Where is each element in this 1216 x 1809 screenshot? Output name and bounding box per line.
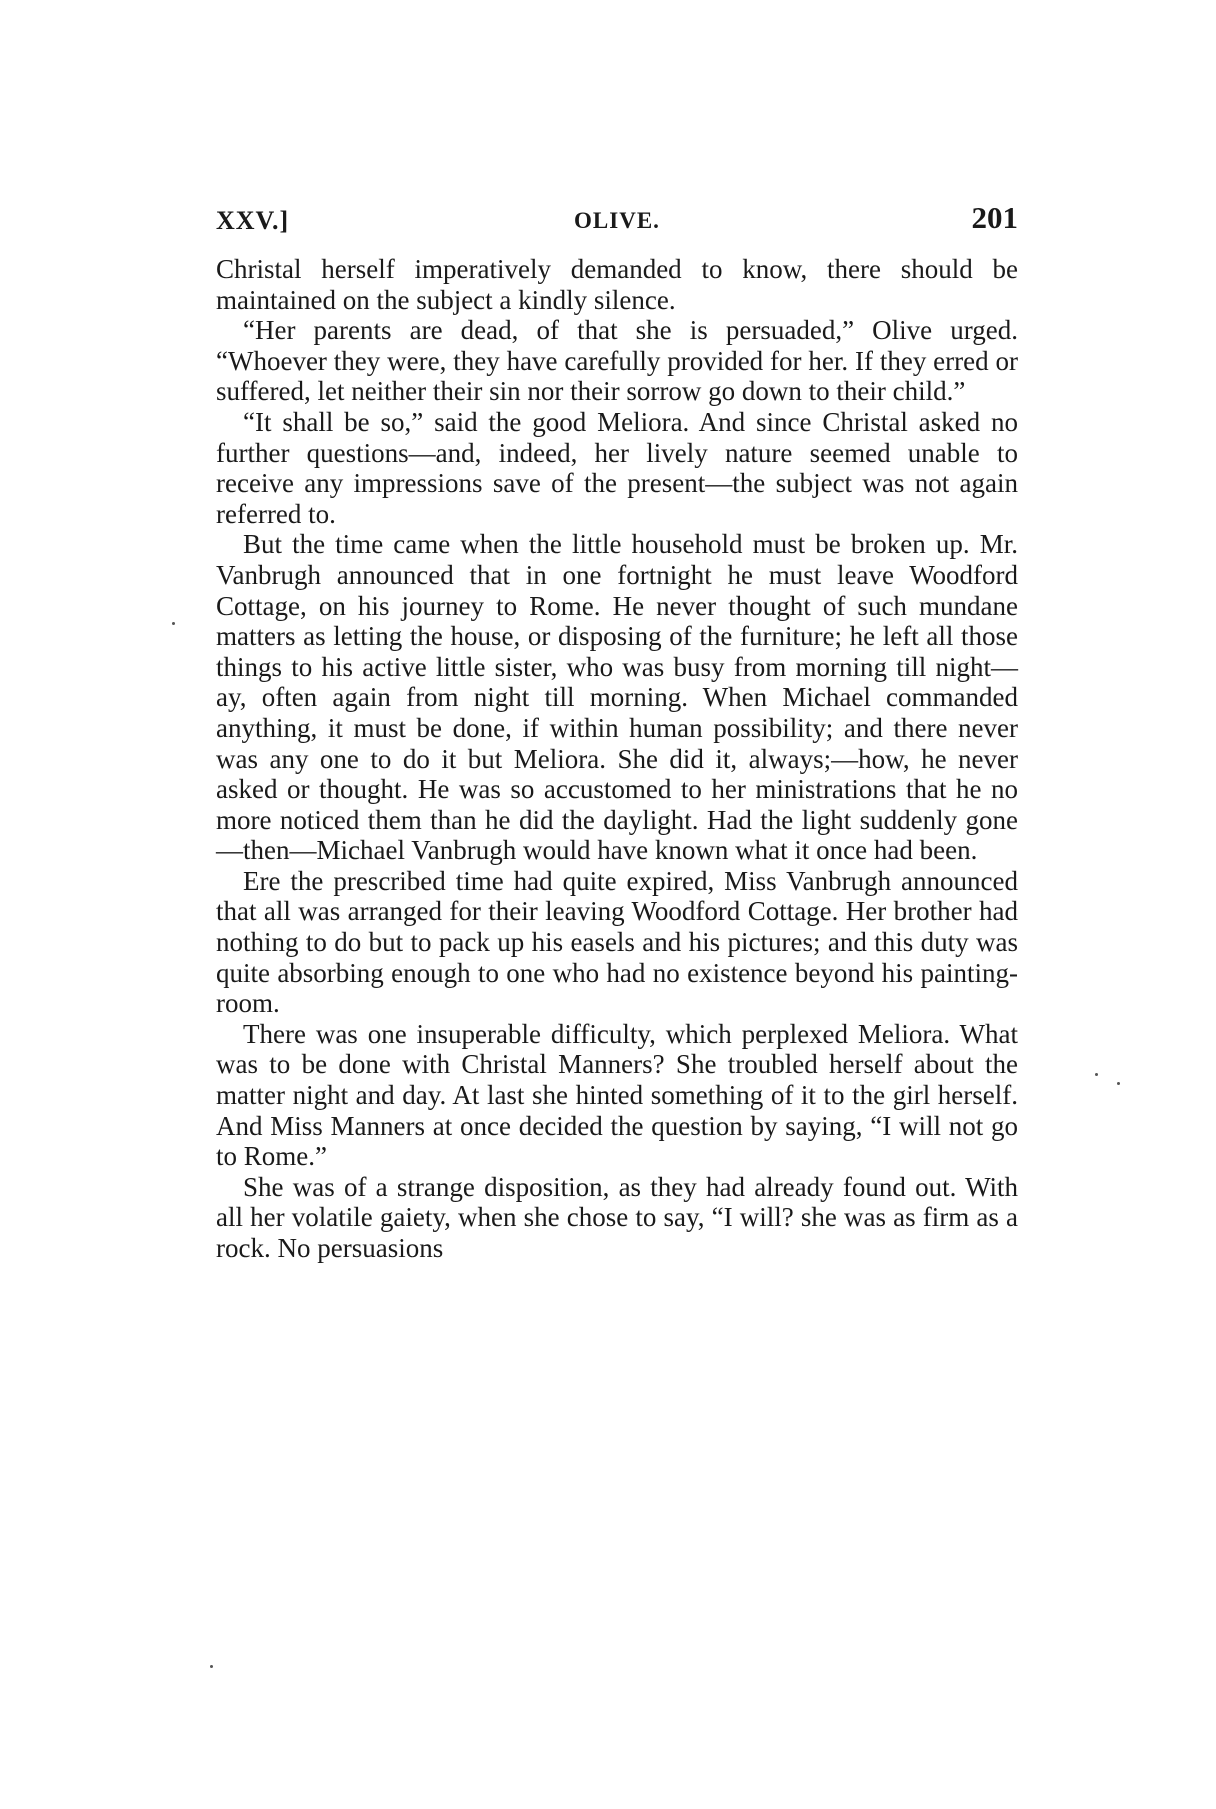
paragraph: Ere the prescribed time had quite expired, Miss Vanbrugh announced that all was arranged for their leaving Woodford Cottage. Her brother had nothing to do but to pack up his easels and his pictures; and this duty was quite absorbing enough to one who had no existence beyond his painting-room. bbox=[216, 865, 1018, 1019]
paragraph: “It shall be so,” said the good Meliora. And since Christal asked no further questions—and, indeed, her lively nature seemed unable to receive any impressions save of the present—the subject was not again referred to. bbox=[216, 406, 1018, 529]
scan-speck bbox=[1095, 1073, 1098, 1076]
page-body bbox=[216, 254, 1018, 1264]
scan-speck bbox=[172, 622, 175, 625]
book-page bbox=[216, 200, 1018, 1264]
page-number: 201 bbox=[971, 200, 1018, 235]
scan-speck bbox=[1117, 1082, 1120, 1085]
paragraph: There was one insuperable difficulty, which perplexed Meliora. What was to be done with Christal Manners? She troubled herself about the matter night and day. At last she hinted something of it to the girl herself. And Miss Manners at once decided the question by saying, “I will not go to Rome.” bbox=[216, 1018, 1018, 1172]
running-title: OLIVE. bbox=[574, 208, 660, 233]
paragraph: Christal herself imperatively demanded to know, there should be maintained on the subject a kindly silence. bbox=[216, 254, 1018, 315]
scan-speck bbox=[210, 1665, 213, 1668]
paragraph: She was of a strange disposition, as they had already found out. With all her volatile gaiety, when she chose to say, “I will? she was as firm as a rock. No persuasions bbox=[216, 1171, 1018, 1263]
paragraph: “Her parents are dead, of that she is persuaded,” Olive urged. “Whoever they were, they have carefully provided for her. If they erred or suffered, let neither their sin nor their sorrow go down to their child.” bbox=[216, 315, 1018, 407]
chapter-marker: XXV.] bbox=[216, 206, 290, 235]
running-header bbox=[216, 200, 1018, 244]
paragraph: But the time came when the little household must be broken up. Mr. Vanbrugh announced that in one fortnight he must leave Woodford Cottage, on his journey to Rome. He never thought of such mundane matters as letting the house, or disposing of the furniture; he left all those things to his active little sister, who was busy from morning till night—ay, often again from night till morning. When Michael commanded anything, it must be done, if within human possibility; and there never was any one to do it but Meliora. She did it, always;—how, he never asked or thought. He was so accustomed to her ministrations that he no more noticed them than he did the daylight. Had the light suddenly gone—then—Michael Vanbrugh would have known what it once had been. bbox=[216, 529, 1018, 866]
